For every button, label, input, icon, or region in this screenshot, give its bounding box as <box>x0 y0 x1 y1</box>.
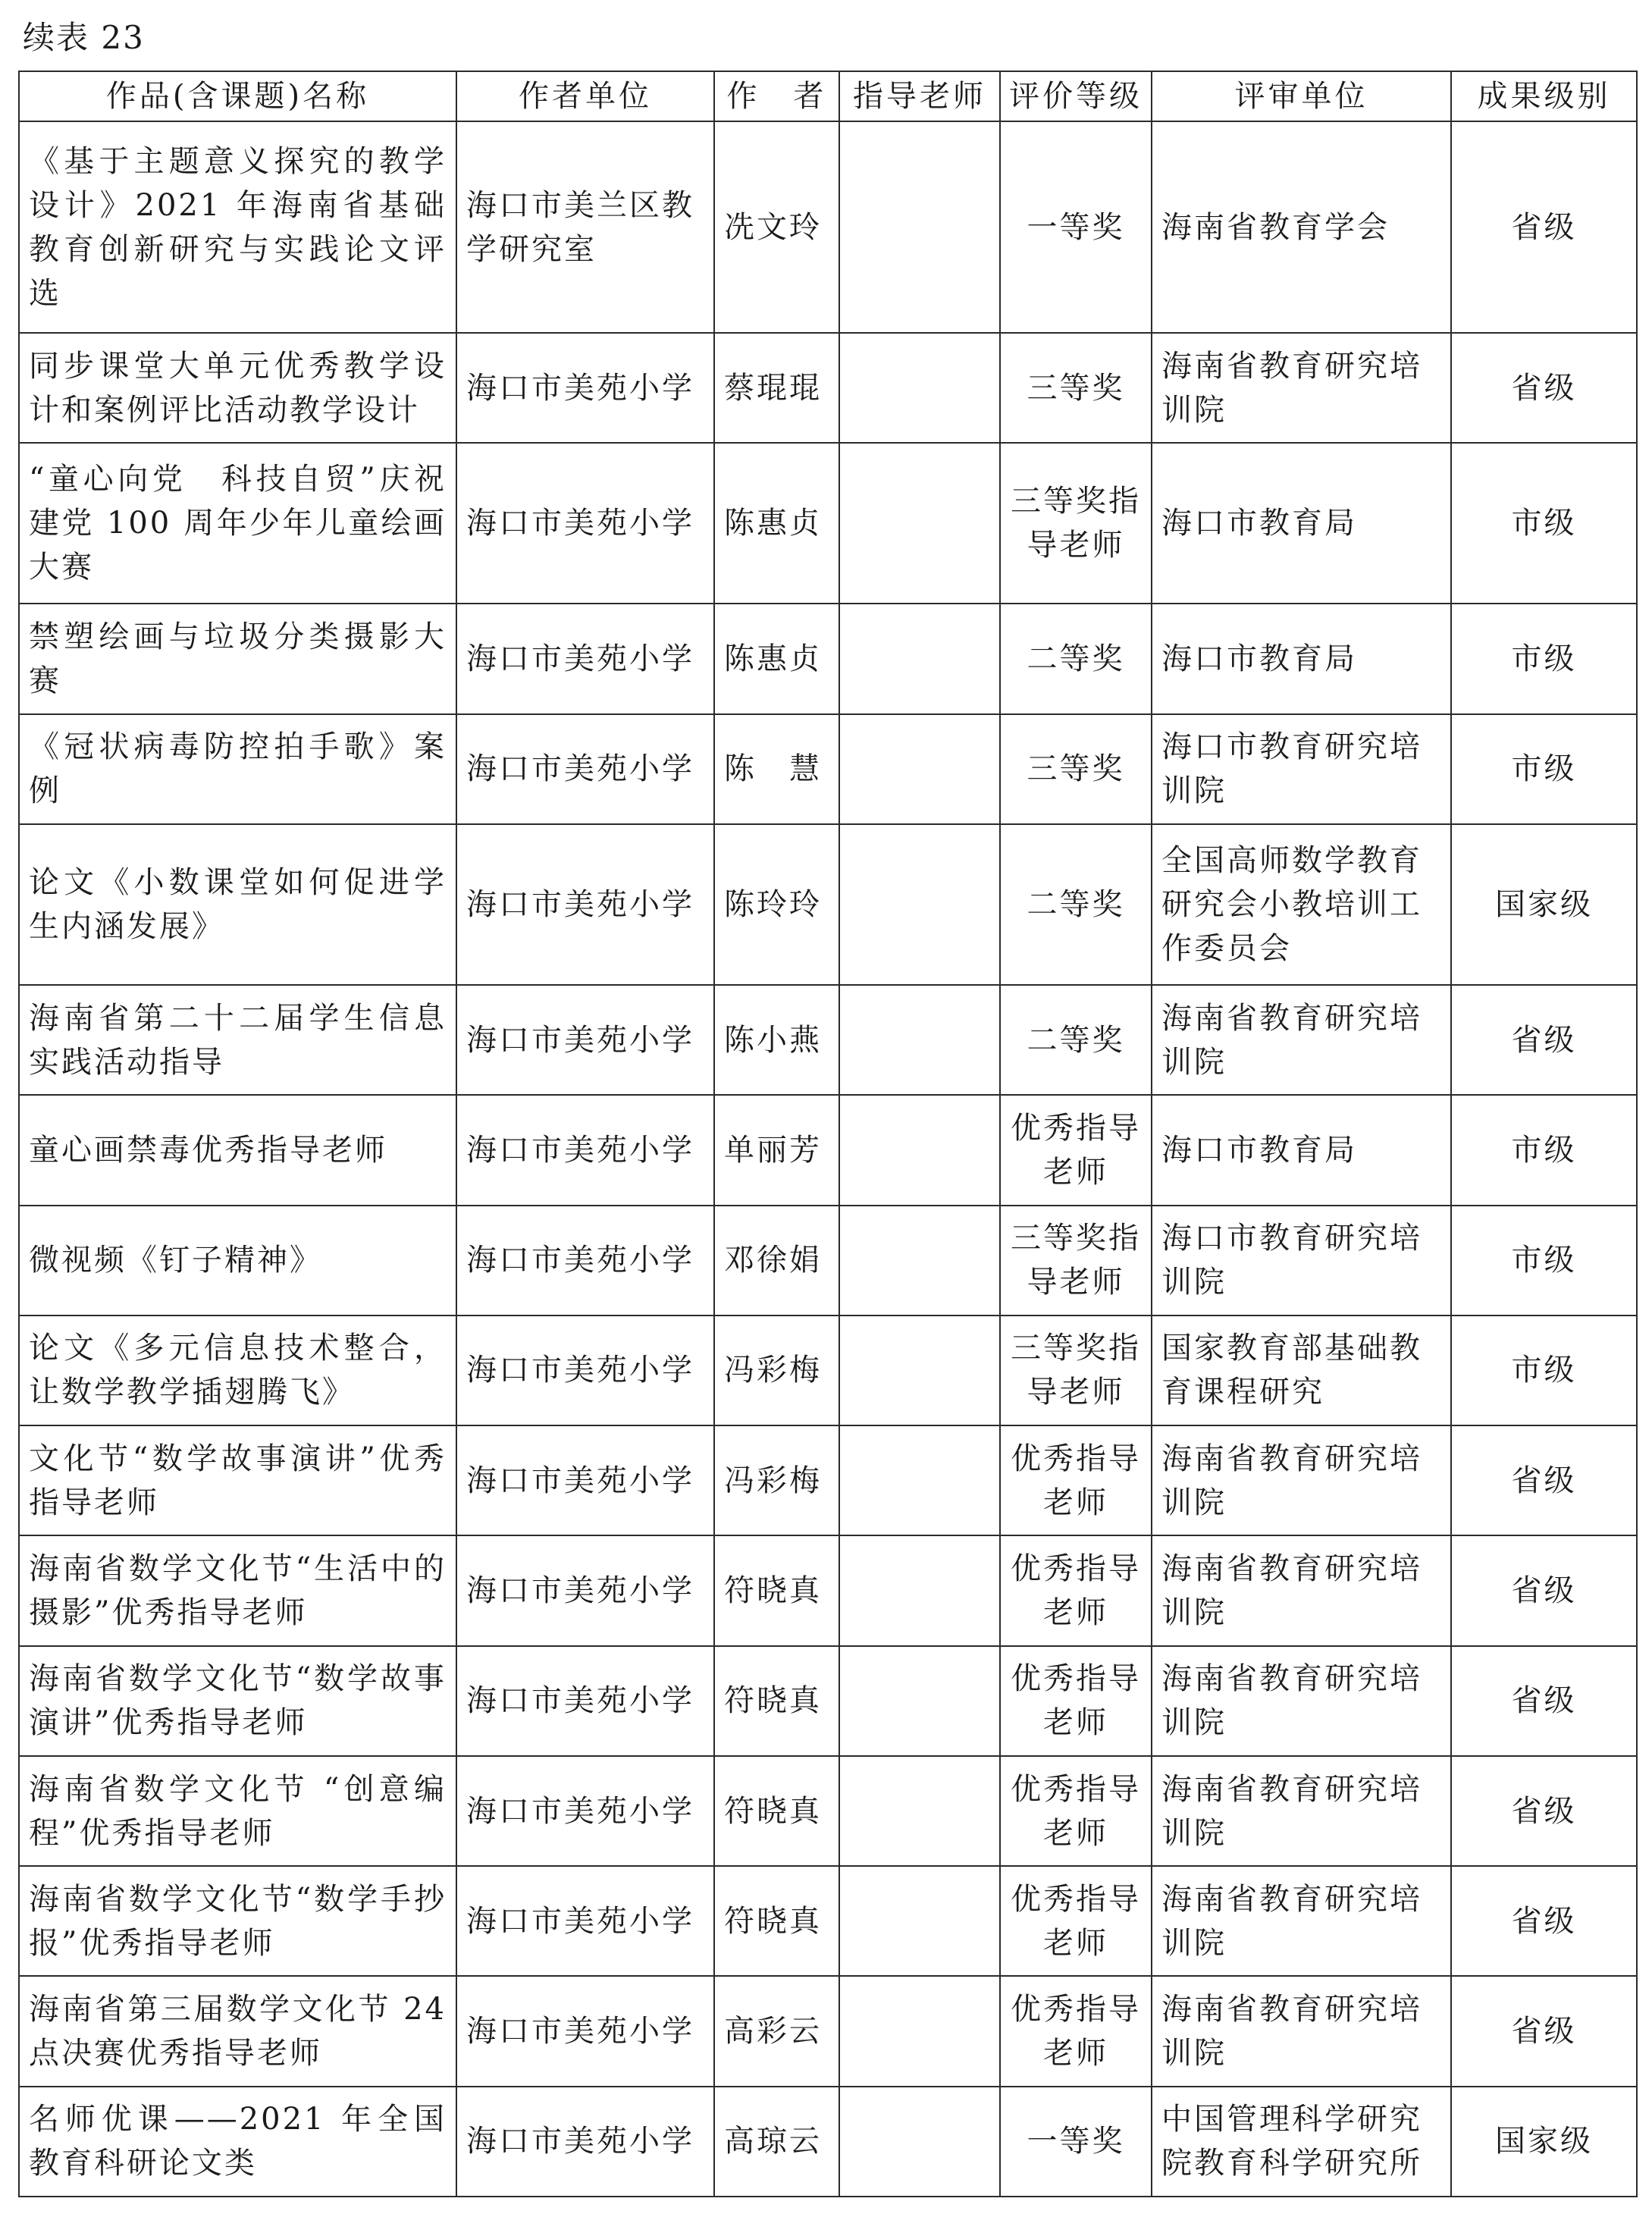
header-work-title: 作品(含课题)名称 <box>19 71 456 121</box>
author-unit-cell: 海口市美苑小学 <box>456 1976 714 2086</box>
author-cell: 陈玲玲 <box>714 824 839 985</box>
author-unit-cell: 海口市美苑小学 <box>456 1535 714 1645</box>
table-row <box>19 1095 1637 1205</box>
table-caption: 续表 23 <box>23 19 145 56</box>
grade-cell: 优秀指导老师 <box>1000 1425 1152 1535</box>
work-title-cell: 同步课堂大单元优秀教学设计和案例评比活动教学设计 <box>19 333 456 443</box>
author-cell: 陈 慧 <box>714 714 839 824</box>
author-unit-cell: 海口市美苑小学 <box>456 1206 714 1316</box>
table-row <box>19 2087 1637 2197</box>
work-title-cell: 论文《多元信息技术整合，让数学教学插翅腾飞》 <box>19 1316 456 1425</box>
author-cell: 陈小燕 <box>714 985 839 1095</box>
level-cell: 市级 <box>1451 1095 1637 1205</box>
level-cell: 省级 <box>1451 985 1637 1095</box>
advisor-cell <box>839 1535 1000 1645</box>
header-reviewer: 评审单位 <box>1152 71 1451 121</box>
grade-cell: 三等奖指导老师 <box>1000 443 1152 604</box>
reviewer-cell: 海南省教育学会 <box>1152 121 1451 333</box>
grade-cell: 二等奖 <box>1000 824 1152 985</box>
grade-cell: 优秀指导老师 <box>1000 1646 1152 1756</box>
reviewer-cell: 海南省教育研究培训院 <box>1152 985 1451 1095</box>
reviewer-cell: 海南省教育研究培训院 <box>1152 1756 1451 1866</box>
grade-cell: 三等奖 <box>1000 714 1152 824</box>
reviewer-cell: 海南省教育研究培训院 <box>1152 1535 1451 1645</box>
advisor-cell <box>839 1206 1000 1316</box>
level-cell: 国家级 <box>1451 2087 1637 2197</box>
table-row <box>19 121 1637 333</box>
work-title-cell: 《冠状病毒防控拍手歌》案例 <box>19 714 456 824</box>
author-cell: 邓徐娟 <box>714 1206 839 1316</box>
reviewer-cell: 全国高师数学教育研究会小教培训工作委员会 <box>1152 824 1451 985</box>
work-title-cell: “童心向党 科技自贸”庆祝建党 100 周年少年儿童绘画大赛 <box>19 443 456 604</box>
grade-cell: 优秀指导老师 <box>1000 1866 1152 1976</box>
reviewer-cell: 海口市教育研究培训院 <box>1152 714 1451 824</box>
author-unit-cell: 海口市美兰区教学研究室 <box>456 121 714 333</box>
work-title-cell: 海南省数学文化节 “创意编程”优秀指导老师 <box>19 1756 456 1866</box>
author-cell: 陈惠贞 <box>714 604 839 713</box>
work-title-cell: 海南省第二十二届学生信息实践活动指导 <box>19 985 456 1095</box>
advisor-cell <box>839 2087 1000 2197</box>
work-title-cell: 文化节“数学故事演讲”优秀指导老师 <box>19 1425 456 1535</box>
work-title-cell: 禁塑绘画与垃圾分类摄影大赛 <box>19 604 456 713</box>
grade-cell: 三等奖 <box>1000 333 1152 443</box>
table-row <box>19 443 1637 604</box>
author-unit-cell: 海口市美苑小学 <box>456 1646 714 1756</box>
grade-cell: 一等奖 <box>1000 121 1152 333</box>
level-cell: 省级 <box>1451 121 1637 333</box>
grade-cell: 优秀指导老师 <box>1000 1976 1152 2086</box>
advisor-cell <box>839 1425 1000 1535</box>
header-advisor: 指导老师 <box>839 71 1000 121</box>
advisor-cell <box>839 1316 1000 1425</box>
work-title-cell: 海南省第三届数学文化节 24 点决赛优秀指导老师 <box>19 1976 456 2086</box>
author-cell: 单丽芳 <box>714 1095 839 1205</box>
reviewer-cell: 海南省教育研究培训院 <box>1152 1866 1451 1976</box>
advisor-cell <box>839 1756 1000 1866</box>
work-title-cell: 《基于主题意义探究的教学设计》2021 年海南省基础教育创新研究与实践论文评选 <box>19 121 456 333</box>
table-body <box>19 121 1637 2197</box>
level-cell: 省级 <box>1451 1425 1637 1535</box>
level-cell: 省级 <box>1451 333 1637 443</box>
grade-cell: 三等奖指导老师 <box>1000 1206 1152 1316</box>
header-author-unit: 作者单位 <box>456 71 714 121</box>
table-row <box>19 1976 1637 2086</box>
level-cell: 省级 <box>1451 1646 1637 1756</box>
grade-cell: 二等奖 <box>1000 985 1152 1095</box>
advisor-cell <box>839 1095 1000 1205</box>
reviewer-cell: 海口市教育局 <box>1152 443 1451 604</box>
table-row <box>19 1646 1637 1756</box>
grade-cell: 优秀指导老师 <box>1000 1095 1152 1205</box>
table-row <box>19 333 1637 443</box>
level-cell: 国家级 <box>1451 824 1637 985</box>
work-title-cell: 微视频《钉子精神》 <box>19 1206 456 1316</box>
work-title-cell: 海南省数学文化节“数学故事演讲”优秀指导老师 <box>19 1646 456 1756</box>
table-row <box>19 1206 1637 1316</box>
advisor-cell <box>839 121 1000 333</box>
advisor-cell <box>839 333 1000 443</box>
author-cell: 冯彩梅 <box>714 1425 839 1535</box>
reviewer-cell: 海南省教育研究培训院 <box>1152 333 1451 443</box>
author-unit-cell: 海口市美苑小学 <box>456 604 714 713</box>
author-unit-cell: 海口市美苑小学 <box>456 333 714 443</box>
author-unit-cell: 海口市美苑小学 <box>456 2087 714 2197</box>
table-row <box>19 1535 1637 1645</box>
reviewer-cell: 中国管理科学研究院教育科学研究所 <box>1152 2087 1451 2197</box>
author-unit-cell: 海口市美苑小学 <box>456 714 714 824</box>
author-cell: 冯彩梅 <box>714 1316 839 1425</box>
author-cell: 冼文玲 <box>714 121 839 333</box>
author-cell: 陈惠贞 <box>714 443 839 604</box>
table-row <box>19 1425 1637 1535</box>
table-row <box>19 1316 1637 1425</box>
advisor-cell <box>839 985 1000 1095</box>
author-cell: 符晓真 <box>714 1756 839 1866</box>
author-unit-cell: 海口市美苑小学 <box>456 1756 714 1866</box>
author-unit-cell: 海口市美苑小学 <box>456 1425 714 1535</box>
author-cell: 符晓真 <box>714 1866 839 1976</box>
work-title-cell: 海南省数学文化节“生活中的摄影”优秀指导老师 <box>19 1535 456 1645</box>
advisor-cell <box>839 443 1000 604</box>
author-cell: 高彩云 <box>714 1976 839 2086</box>
author-cell: 高琼云 <box>714 2087 839 2197</box>
level-cell: 市级 <box>1451 443 1637 604</box>
advisor-cell <box>839 1976 1000 2086</box>
work-title-cell: 童心画禁毒优秀指导老师 <box>19 1095 456 1205</box>
reviewer-cell: 海口市教育研究培训院 <box>1152 1206 1451 1316</box>
header-grade: 评价等级 <box>1000 71 1152 121</box>
work-title-cell: 论文《小数课堂如何促进学生内涵发展》 <box>19 824 456 985</box>
advisor-cell <box>839 824 1000 985</box>
author-unit-cell: 海口市美苑小学 <box>456 443 714 604</box>
table-row <box>19 824 1637 985</box>
table-row <box>19 1866 1637 1976</box>
grade-cell: 优秀指导老师 <box>1000 1756 1152 1866</box>
grade-cell: 三等奖指导老师 <box>1000 1316 1152 1425</box>
reviewer-cell: 国家教育部基础教育课程研究 <box>1152 1316 1451 1425</box>
header-level: 成果级别 <box>1451 71 1637 121</box>
grade-cell: 优秀指导老师 <box>1000 1535 1152 1645</box>
level-cell: 省级 <box>1451 1866 1637 1976</box>
advisor-cell <box>839 1646 1000 1756</box>
author-unit-cell: 海口市美苑小学 <box>456 824 714 985</box>
author-unit-cell: 海口市美苑小学 <box>456 1095 714 1205</box>
level-cell: 省级 <box>1451 1535 1637 1645</box>
author-cell: 符晓真 <box>714 1535 839 1645</box>
advisor-cell <box>839 604 1000 713</box>
grade-cell: 一等奖 <box>1000 2087 1152 2197</box>
advisor-cell <box>839 1866 1000 1976</box>
header-row <box>19 71 1637 121</box>
level-cell: 省级 <box>1451 1976 1637 2086</box>
awards-table <box>18 71 1638 2197</box>
grade-cell: 二等奖 <box>1000 604 1152 713</box>
table-row <box>19 714 1637 824</box>
author-cell: 蔡琨琨 <box>714 333 839 443</box>
level-cell: 市级 <box>1451 604 1637 713</box>
level-cell: 市级 <box>1451 1316 1637 1425</box>
level-cell: 市级 <box>1451 1206 1637 1316</box>
reviewer-cell: 海南省教育研究培训院 <box>1152 1976 1451 2086</box>
author-unit-cell: 海口市美苑小学 <box>456 1316 714 1425</box>
advisor-cell <box>839 714 1000 824</box>
author-unit-cell: 海口市美苑小学 <box>456 985 714 1095</box>
table-row <box>19 1756 1637 1866</box>
level-cell: 省级 <box>1451 1756 1637 1866</box>
reviewer-cell: 海南省教育研究培训院 <box>1152 1646 1451 1756</box>
reviewer-cell: 海南省教育研究培训院 <box>1152 1425 1451 1535</box>
work-title-cell: 名师优课——2021 年全国教育科研论文类 <box>19 2087 456 2197</box>
work-title-cell: 海南省数学文化节“数学手抄报”优秀指导老师 <box>19 1866 456 1976</box>
level-cell: 市级 <box>1451 714 1637 824</box>
table-row <box>19 985 1637 1095</box>
reviewer-cell: 海口市教育局 <box>1152 1095 1451 1205</box>
author-cell: 符晓真 <box>714 1646 839 1756</box>
table-row <box>19 604 1637 713</box>
author-unit-cell: 海口市美苑小学 <box>456 1866 714 1976</box>
reviewer-cell: 海口市教育局 <box>1152 604 1451 713</box>
header-author: 作 者 <box>714 71 839 121</box>
